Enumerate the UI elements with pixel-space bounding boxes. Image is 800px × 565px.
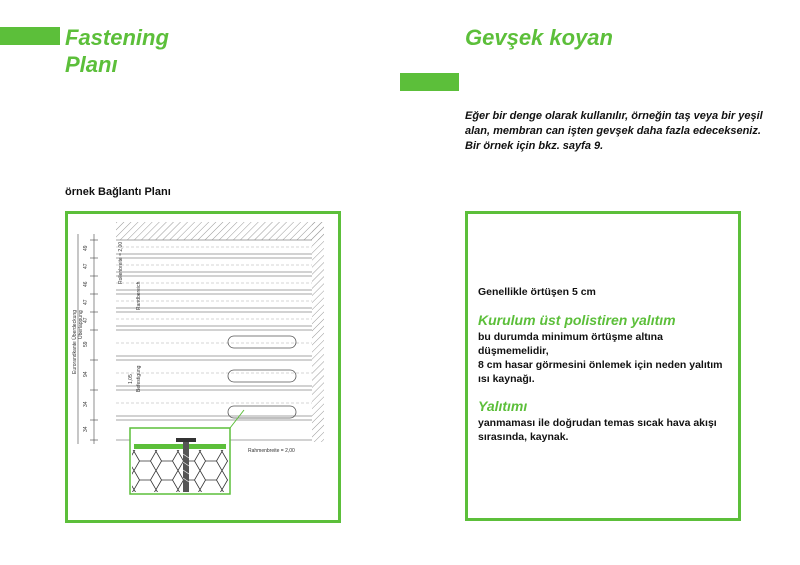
membrane-layer <box>134 444 226 449</box>
dim-label-8: 34 <box>83 401 89 407</box>
small-label: Randbereich <box>136 281 142 310</box>
overlap-label: Überlappung <box>78 310 84 339</box>
right-info-content <box>478 286 728 456</box>
right-title: Gevşek koyan <box>465 25 613 50</box>
dim-label-6: 59 <box>83 341 89 347</box>
roll-strips <box>116 240 312 440</box>
callout-leader <box>230 410 244 428</box>
right-accent-bar <box>400 73 459 91</box>
right-intro: Eğer bir denge olarak kullanılır, örneğin taş veya bir yeşil alan, membran can işten gevşek daha fazla edecekseniz. Bir örnek için bkz. sayfa 9. <box>465 110 763 152</box>
overlap-note: Genellikle örtüşen 5 cm <box>478 286 596 298</box>
fixing-label: Befestigung <box>136 365 142 392</box>
dim-label-4: 47 <box>83 299 89 305</box>
dim-label-5: 47 <box>83 317 89 323</box>
right-info-frame <box>465 211 741 521</box>
bottom-label: Rahmenbreite = 2,00 <box>248 448 295 454</box>
dim-label-3: 46 <box>83 281 89 287</box>
dim-label-9: 34 <box>83 426 89 432</box>
dim-label-2: 47 <box>83 263 89 269</box>
section-title-insulation: Kurulum üst polistiren yalıtım <box>478 312 676 328</box>
fastener-screw <box>183 442 189 492</box>
left-title <box>65 24 169 78</box>
top-label: Rollenbreite = 2,00 <box>118 241 124 284</box>
strip-dash-lines <box>116 247 312 403</box>
fastening-plan-drawing <box>68 214 338 520</box>
side-label: Eurorandkante Überdeckung <box>72 310 78 374</box>
left-subtitle: örnek Bağlantı Planı <box>65 186 171 198</box>
dim-label-1: 49 <box>83 245 89 251</box>
small-dim: 1,05 <box>128 374 134 384</box>
section-body-isolation: yanmaması ile doğrudan temas sıcak hava akışı sırasında, kaynak. <box>478 417 717 443</box>
insulation-hex <box>132 450 228 492</box>
left-title-line1: Fastening <box>65 25 169 50</box>
fastening-plan-frame <box>65 211 341 523</box>
dim-label-7: 94 <box>83 371 89 377</box>
hatched-top-wall <box>116 222 324 240</box>
left-title-line2: Planı <box>65 52 118 77</box>
section-title-isolation: Yalıtımı <box>478 398 528 414</box>
section-body-insulation: bu durumda minimum örtüşme altına düşmemelidir, 8 cm hasar görmesini önlemek için neden yalıtım ısı kaynağı. <box>478 331 723 385</box>
left-accent-bar <box>0 27 60 45</box>
hatched-right-wall <box>312 222 324 442</box>
oval-openings <box>228 336 296 418</box>
fastener-plate <box>176 438 196 442</box>
